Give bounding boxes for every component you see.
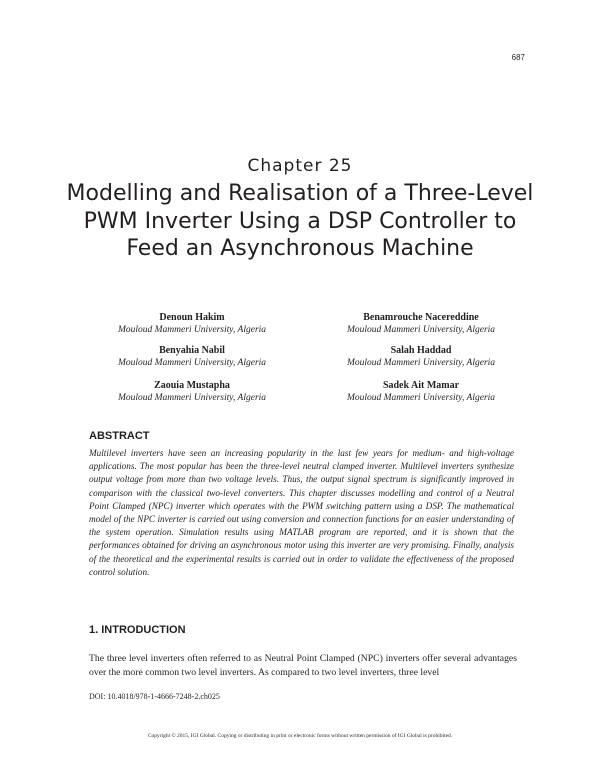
page-number: 687 <box>511 53 525 62</box>
author-affiliation: Mouloud Mammeri University, Algeria <box>346 325 496 335</box>
author-name: Benyahia Nabil <box>159 345 225 356</box>
copyright-notice: Copyright © 2015, IGI Global. Copying or distributing in print or electronic forms without written permission of IGI Global is prohibited. <box>147 733 453 739</box>
author-block <box>291 379 551 404</box>
author-block <box>62 379 322 404</box>
chapter-label: Chapter 25 <box>247 156 353 176</box>
author-affiliation: Mouloud Mammeri University, Algeria <box>117 393 267 403</box>
author-name: Benamrouche Nacereddine <box>363 312 479 323</box>
author-name: Salah Haddad <box>390 345 452 356</box>
introduction-text: The three level inverters often referred to as Neutral Point Clamped (NPC) inverters offer several advantages over the more common two level inverters. As compared to two level inverters, three level <box>89 653 517 678</box>
abstract-text: Multilevel inverters have seen an increasing popularity in the last few years for medium- and high-voltage applications. The most popular has been the three-level neutral clamped inverter. Multilevel inverters synthesize output voltage from more than two voltage levels. Thus, the output signal spectrum is significantly improved in comparison with the classical two-level converters. This chapter discusses modelling and control of a Neutral Point Clamped (NPC) inverter which operates with the PWM switching pattern using a DSP. The mathematical model of the NPC inverter is carried out using conversion and connection functions for an easier understanding of the system operation. Simulation results using MATLAB program are reported, and it is shown that the performances obtained for driving an asynchronous motor using this inverter are very promising. Finally, analysis of the theoretical and the experimental results is carried out in order to validate the effectiveness of the proposed control solution. <box>89 448 514 577</box>
chapter-title: Modelling and Realisation of a Three-Level PWM Inverter Using a DSP Controller to Feed an Asynchronous Machine <box>66 181 534 261</box>
abstract-heading: ABSTRACT <box>89 430 150 442</box>
author-name: Sadek Ait Mamar <box>382 380 460 391</box>
introduction-heading: 1. INTRODUCTION <box>89 624 186 636</box>
author-name: Zaouia Mustapha <box>154 380 230 391</box>
author-affiliation: Mouloud Mammeri University, Algeria <box>117 358 267 368</box>
author-block <box>62 311 322 336</box>
author-block <box>62 344 322 369</box>
doi-link: DOI: 10.4018/978-1-4666-7248-2.ch025 <box>89 692 220 701</box>
author-affiliation: Mouloud Mammeri University, Algeria <box>117 325 267 335</box>
author-affiliation: Mouloud Mammeri University, Algeria <box>346 393 496 403</box>
author-block <box>291 344 551 369</box>
author-name: Denoun Hakim <box>159 312 225 323</box>
author-block <box>291 311 551 336</box>
author-affiliation: Mouloud Mammeri University, Algeria <box>346 358 496 368</box>
